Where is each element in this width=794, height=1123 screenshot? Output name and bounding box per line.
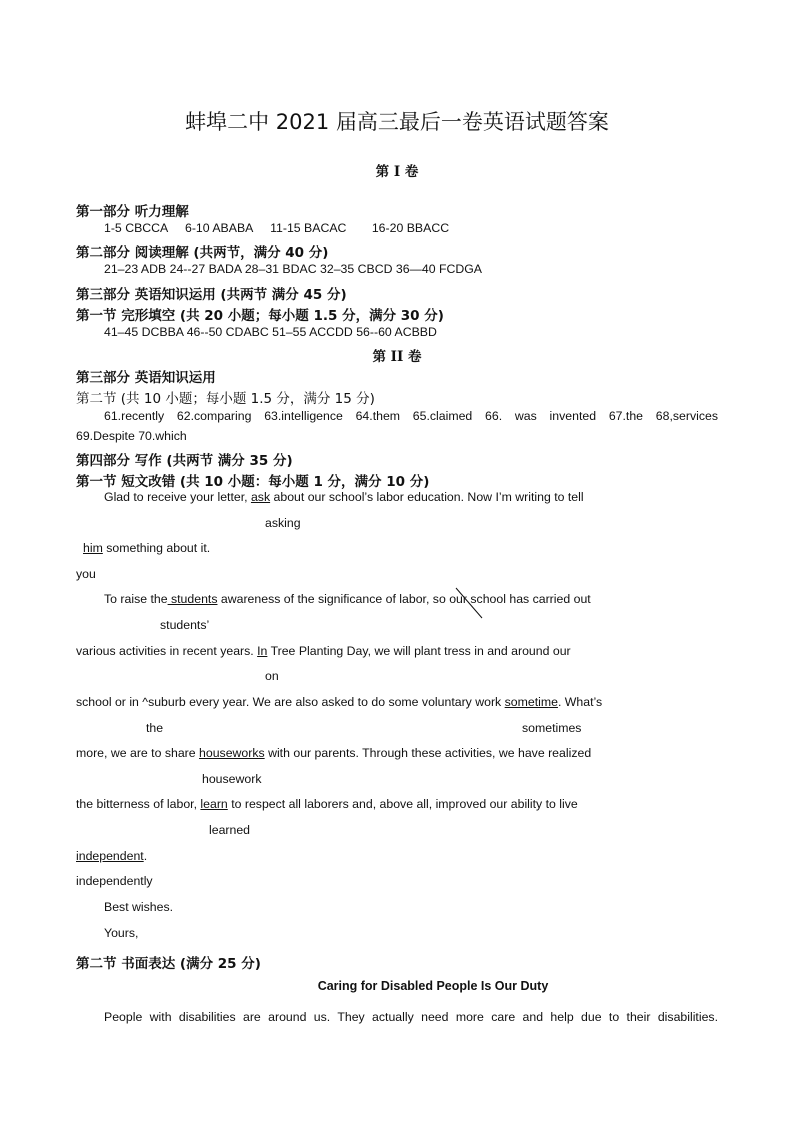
- letter-closing: Best wishes.: [104, 900, 174, 914]
- answer-word: 62.comparing: [176, 409, 252, 423]
- error-word: him: [83, 541, 103, 555]
- answer-word: 63.intelligence: [264, 409, 343, 423]
- answer-group: 16-20 BBACC: [371, 221, 450, 235]
- part3b-section2-heading: 第二节 (共 10 小题；每小题 1.5 分，满分 15 分): [76, 391, 375, 407]
- part4-section1-heading: 第一节 短文改错 (共 10 小题：每小题 1 分，满分 10 分): [76, 474, 430, 490]
- part4-heading: 第四部分 写作 (共两节 满分 35 分): [76, 453, 293, 469]
- correction: asking: [265, 516, 301, 530]
- answer-word: 68,services: [655, 409, 718, 423]
- answer-group: 6-10 ABABA: [184, 221, 253, 235]
- passage-line-5: school or in ^suburb every year. We are also asked to do some voluntary work sometime. What’s: [76, 695, 603, 709]
- passage-line-1: Glad to receive your letter, ask about our school’s labor education. Now I’m writing to tell: [104, 490, 584, 504]
- error-word: ask: [250, 490, 271, 504]
- answer-word: 61.recently: [104, 409, 165, 423]
- passage-line-3: To raise the students awareness of the significance of labor, so our school has carried out: [104, 592, 591, 606]
- part3b-heading: 第三部分 英语知识运用: [76, 370, 216, 386]
- part3-section1-answers: 41–45 DCBBA 46--50 CDABC 51–55 ACCDD 56--60 ACBBD: [104, 325, 437, 339]
- page-title: 蚌埠二中 2021 届高三最后一卷英语试题答案: [185, 110, 609, 134]
- passage-line-2: him something about it.: [83, 541, 211, 555]
- part1-answers: [104, 221, 449, 235]
- passage-line-6: more, we are to share houseworks with our parents. Through these activities, we have realized: [76, 746, 592, 760]
- correction: you: [76, 567, 96, 581]
- answer-word: was: [514, 409, 537, 423]
- answer-word: 66.: [485, 409, 503, 423]
- volume-2-heading: 第 II 卷: [372, 349, 422, 365]
- correction: students’: [160, 618, 210, 632]
- part4-section2-heading: 第二节 书面表达 (满分 25 分): [76, 956, 261, 972]
- answer-word: invented: [549, 409, 597, 423]
- error-word: houseworks: [199, 746, 265, 760]
- passage-line-4: various activities in recent years. In Tree Planting Day, we will plant tress in and around our: [76, 644, 571, 658]
- grammar-fill-answers-line2: 69.Despite 70.which: [76, 429, 187, 443]
- grammar-fill-answers-line1: [104, 409, 718, 423]
- passage-line-7: the bitterness of labor, learn to respect all laborers and, above all, improved our ability to live: [76, 797, 578, 811]
- answer-group: 1-5 CBCCA: [104, 221, 168, 235]
- answer-word: 67.the: [608, 409, 644, 423]
- correction: housework: [202, 772, 262, 786]
- part1-heading: 第一部分 听力理解: [76, 204, 189, 220]
- passage-line-8: independent.: [76, 849, 148, 863]
- part3-section1-heading: 第一节 完形填空 (共 20 小题；每小题 1.5 分，满分 30 分): [76, 308, 444, 324]
- answer-word: 64.them: [355, 409, 401, 423]
- part2-heading: 第二部分 阅读理解 (共两节，满分 40 分): [76, 245, 329, 261]
- error-word: students: [167, 592, 218, 606]
- correction: on: [265, 669, 279, 683]
- volume-1-heading: 第 I 卷: [375, 164, 419, 180]
- correction: learned: [209, 823, 251, 837]
- error-word: sometime: [504, 695, 558, 709]
- error-word: In: [257, 644, 268, 658]
- part3-heading: 第三部分 英语知识运用 (共两节 满分 45 分): [76, 287, 347, 303]
- essay-title: Caring for Disabled People Is Our Duty: [317, 979, 549, 993]
- correction: independently: [76, 874, 153, 888]
- essay-paragraph: People with disabilities are around us. They actually need more care and help due to their disabilities.: [104, 1010, 718, 1024]
- answer-group: 11-15 BACAC: [270, 221, 347, 235]
- correction: the: [146, 721, 164, 735]
- answer-word: 65.claimed: [412, 409, 473, 423]
- correction: sometimes: [522, 721, 582, 735]
- deletion-strike-mark: [450, 586, 486, 622]
- part2-answers: 21–23 ADB 24--27 BADA 28–31 BDAC 32–35 CBCD 36—40 FCDGA: [104, 262, 482, 276]
- letter-signoff: Yours,: [104, 926, 139, 940]
- error-word: independent: [76, 849, 144, 863]
- error-word: learn: [200, 797, 228, 811]
